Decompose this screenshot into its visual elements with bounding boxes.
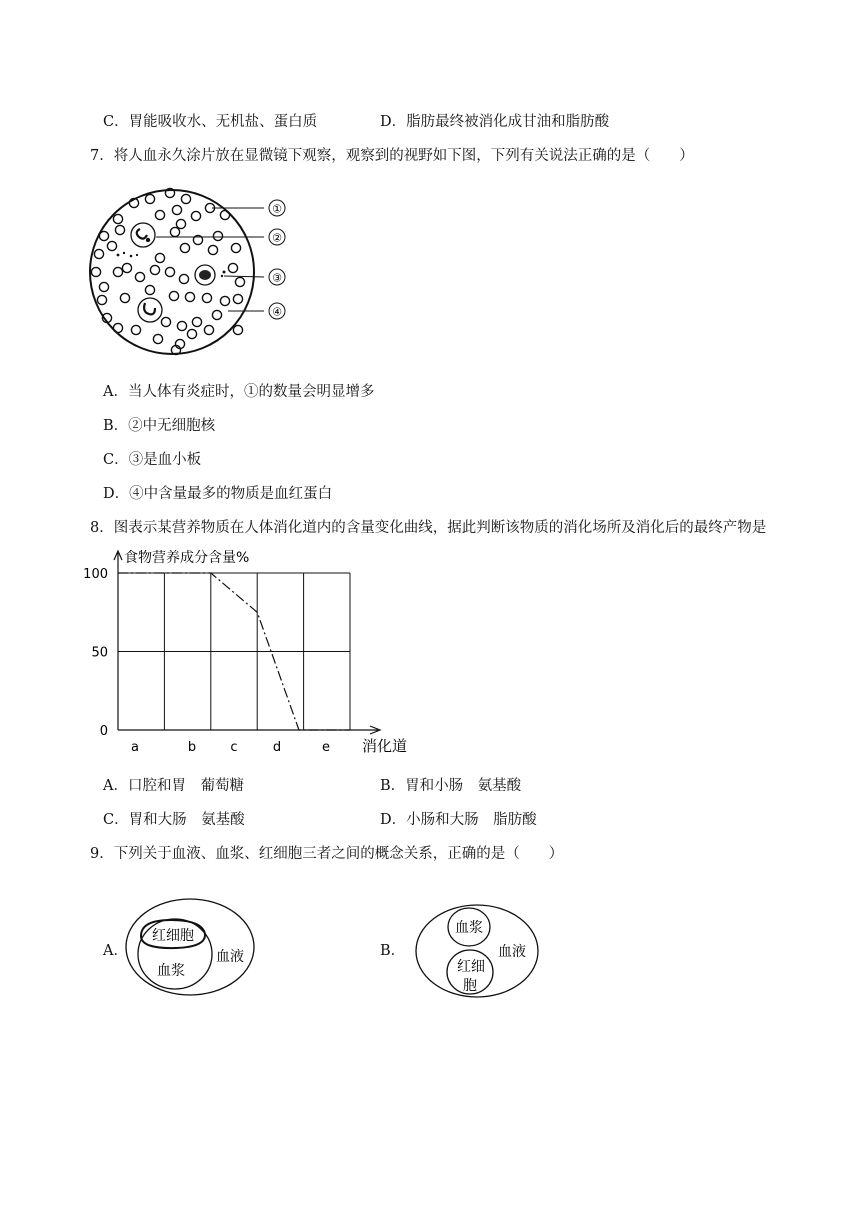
red-blood-cell [180, 243, 189, 252]
red-blood-cell [131, 325, 140, 334]
red-blood-cell [170, 227, 179, 236]
x-axis-label: 消化道 [362, 737, 408, 755]
red-blood-cell [176, 219, 185, 228]
red-blood-cell [212, 310, 221, 319]
red-blood-cell [228, 263, 237, 272]
red-blood-cell [129, 198, 138, 207]
x-axis [118, 726, 380, 734]
red-blood-cell [113, 323, 122, 332]
white-blood-cell-2 [131, 223, 155, 247]
red-blood-cell [204, 325, 213, 334]
q7-option-b: B．②中无细胞核 [103, 418, 216, 434]
red-blood-cell [99, 282, 108, 291]
q8-option-c: C．胃和大肠 氨基酸 [103, 812, 245, 828]
red-blood-cell [187, 329, 196, 338]
diagram-a-red-cell: 红细胞 [152, 928, 194, 944]
red-blood-cell [235, 277, 244, 286]
q7-option-a: A．当人体有炎症时，①的数量会明显增多 [103, 384, 375, 400]
red-blood-cell [165, 188, 174, 197]
red-blood-cell [135, 272, 144, 281]
diagram-a-plasma: 血浆 [157, 963, 185, 979]
red-blood-cell [145, 285, 154, 294]
red-blood-cell [161, 317, 170, 326]
label-3: ③ [272, 271, 282, 285]
y-tick-label: 0 [99, 724, 108, 739]
red-blood-cell [94, 249, 103, 258]
x-category-label: b [187, 740, 197, 755]
label-4: ④ [272, 305, 282, 319]
red-blood-cell [233, 294, 242, 303]
red-blood-cell [113, 267, 122, 276]
q9-option-a-letter: A． [103, 943, 128, 959]
red-blood-cell [102, 313, 111, 322]
y-axis [114, 551, 122, 730]
red-blood-cell [150, 265, 159, 274]
q7-option-c: C．③是血小板 [103, 452, 202, 468]
red-blood-cell [220, 210, 229, 219]
y-tick-label: 50 [91, 645, 108, 661]
q8-option-d: D．小肠和大肠 脂肪酸 [380, 812, 537, 828]
red-blood-cell [220, 296, 229, 305]
x-category-label: a [131, 740, 139, 755]
red-blood-cell [193, 235, 202, 244]
red-blood-cell [185, 292, 194, 301]
x-category-label: d [272, 740, 282, 755]
red-blood-cell [97, 295, 106, 304]
red-blood-cell [115, 225, 124, 234]
red-blood-cell [122, 263, 131, 272]
diagram-b-blood: 血液 [498, 944, 526, 960]
red-blood-cell [202, 293, 211, 302]
red-blood-cell [192, 317, 201, 326]
q6-option-d: D．脂肪最终被消化成甘油和脂肪酸 [380, 114, 610, 130]
label-2: ② [272, 231, 282, 245]
red-blood-cell [233, 325, 242, 334]
red-blood-cell [172, 205, 181, 214]
y-tick-label: 100 [83, 567, 108, 582]
red-blood-cell [145, 194, 154, 203]
red-blood-cell [99, 231, 108, 240]
red-blood-cell [175, 339, 184, 348]
cell-3 [195, 265, 215, 285]
q9-stem: 9．下列关于血液、血浆、红细胞三者之间的概念关系，正确的是（ ） [90, 846, 564, 862]
red-blood-cell [171, 345, 180, 354]
red-blood-cell [213, 231, 222, 240]
red-blood-cell [179, 274, 188, 283]
red-blood-cell [191, 211, 200, 220]
red-blood-cell [155, 253, 164, 262]
red-blood-cell [177, 321, 186, 330]
x-category-label: c [230, 740, 238, 755]
red-blood-cell [169, 291, 178, 300]
diagram-b-red-cell-line1: 红细 [457, 959, 485, 975]
diagram-a-blood: 血液 [216, 949, 244, 965]
q6-option-c: C．胃能吸收水、无机盐、蛋白质 [103, 114, 318, 130]
red-blood-cell [120, 293, 129, 302]
q8-stem: 8．图表示某营养物质在人体消化道内的含量变化曲线，据此判断该物质的消化场所及消化后的最终产物是 [90, 520, 767, 536]
red-blood-cell [165, 267, 174, 276]
diagram-b-plasma: 血浆 [455, 920, 483, 936]
q7-option-d: D．④中含量最多的物质是血红蛋白 [103, 486, 333, 502]
y-axis-label: 食物营养成分含量% [124, 550, 250, 566]
label-1: ① [272, 202, 282, 216]
diagram-b-red-cell-line2: 胞 [463, 978, 477, 994]
white-blood-cell-4 [138, 298, 162, 322]
q7-stem: 7．将人血永久涂片放在显微镜下观察，观察到的视野如下图，下列有关说法正确的是（ ） [90, 148, 694, 164]
platelets [117, 252, 226, 277]
x-category-label: e [322, 740, 330, 755]
red-blood-cell [155, 210, 164, 219]
microscope-field [90, 190, 254, 354]
red-blood-cell [231, 243, 240, 252]
red-blood-cell [153, 334, 162, 343]
q9-option-b-letter: B． [380, 943, 406, 959]
red-blood-cell [181, 194, 190, 203]
red-blood-cell [205, 203, 214, 212]
red-blood-cell [91, 267, 100, 276]
red-blood-cell [107, 241, 116, 250]
q8-option-a: A．口腔和胃 葡萄糖 [103, 778, 244, 794]
nutrient-curve [118, 573, 350, 730]
red-blood-cell [113, 214, 122, 223]
red-blood-cell [208, 245, 217, 254]
q8-option-b: B．胃和小肠 氨基酸 [380, 778, 522, 794]
